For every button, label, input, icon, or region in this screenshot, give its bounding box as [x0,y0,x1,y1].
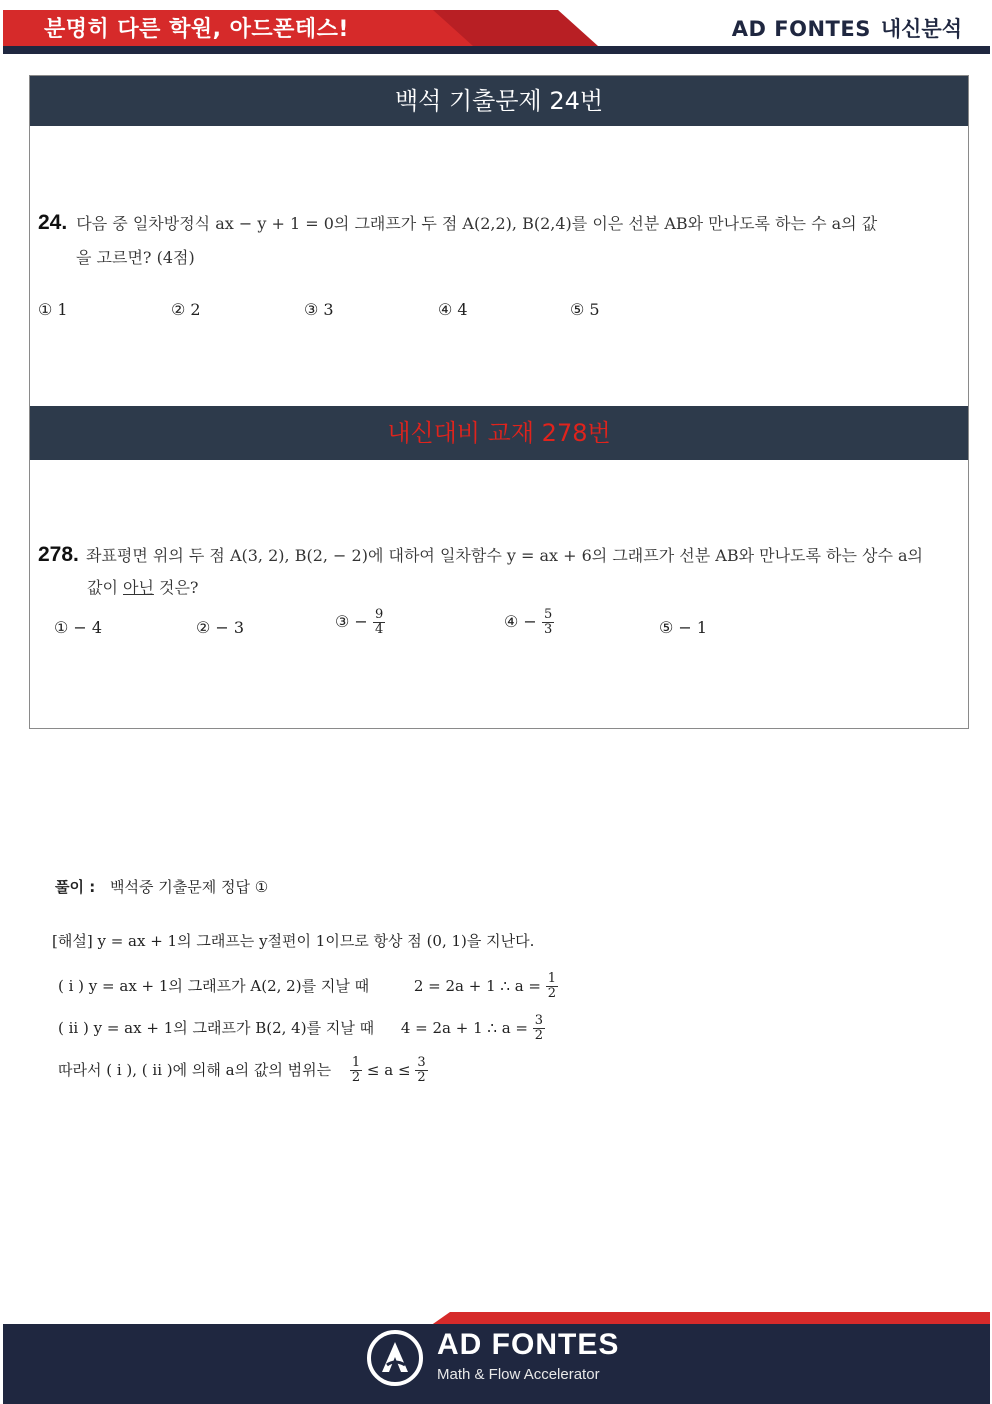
problem-box [29,75,969,729]
solution-conclusion: 따라서 ( i ), ( ii )에 의해 a의 값의 범위는 [58,1061,332,1079]
solution-case2-text: ( ii ) y = ax + 1의 그래프가 B(2, 4)를 지날 때 [58,1019,375,1037]
choice-item[interactable]: ② − 3 [196,618,245,637]
choice-item[interactable]: ⑤ − 1 [659,618,708,637]
choice-item[interactable] [335,608,385,637]
fraction-denominator: 2 [547,986,557,1001]
fraction-numerator: 1 [547,971,557,986]
problem-24-text-line1: 다음 중 일차방정식 ax − y + 1 = 0의 그래프가 두 점 A(2,2), B(2,4)를 이은 선분 AB와 만나도록 하는 수 a의 값 [76,214,878,233]
page-header [0,0,992,56]
problem-278-text-line2-pre: 값이 [87,578,123,597]
fraction [542,608,554,637]
problem-278-text-line1: 좌표평면 위의 두 점 A(3, 2), B(2, − 2)에 대하여 일차함수 y = ax + 6의 그래프가 선분 AB와 만나도록 하는 상수 a의 [85,546,924,565]
section2-title-bar [30,406,968,460]
problem-278-underlined-word: 아닌 [123,578,154,597]
fraction-numerator: 1 [351,1055,361,1070]
choice-sign: ④ − [504,612,537,631]
fraction-numerator: 5 [543,607,553,622]
fraction-numerator: 3 [417,1055,426,1070]
ad-fontes-logo-icon [365,1328,425,1388]
fraction-denominator: 3 [543,622,553,637]
header-navy-line [3,46,990,54]
problem-278-text-line2-post: 것은? [153,578,199,597]
section1-title: 백석 기출문제 24번 [394,87,604,115]
footer-brand: AD FONTES [437,1328,620,1361]
fraction-numerator: 3 [534,1013,544,1028]
choice-item[interactable]: ⑤ 5 [570,300,600,319]
solution-case1-text: ( i ) y = ax + 1의 그래프가 A(2, 2)를 지날 때 [58,977,370,995]
solution-inequality: ≤ a ≤ [366,1061,411,1079]
solution-case2-equation: 4 = 2a + 1 ∴ a = [400,1019,529,1037]
fraction [415,1056,427,1085]
choice-sign: ③ − [335,612,368,631]
problem-24-number: 24. [38,211,68,234]
section1-title-bar [30,76,968,126]
footer-tagline: Math & Flow Accelerator [437,1366,600,1383]
fraction-numerator: 9 [374,607,384,622]
solution-explanation: [해설] y = ax + 1의 그래프는 y절편이 1이므로 항상 점 (0, 1)을 지난다. [52,932,535,950]
fraction-denominator: 2 [351,1070,361,1085]
header-slogan: 분명히 다른 학원, 아드폰테스! [44,17,349,42]
fraction-denominator: 4 [374,622,384,637]
choice-item[interactable]: ② 2 [171,300,201,319]
solution-case1-equation: 2 = 2a + 1 ∴ a = [413,977,542,995]
header-brand-name: AD FONTES [731,17,871,41]
header-brand-suffix: 내신분석 [880,17,962,41]
solution-answer: 백석중 기출문제 정답 ① [109,878,269,896]
header-brand [732,13,962,43]
fraction [546,972,558,1001]
section2-title: 내신대비 교재 278번 [387,419,611,447]
problem-278-number: 278. [38,543,79,566]
choice-item[interactable]: ① − 4 [54,618,103,637]
choice-item[interactable]: ① 1 [38,300,68,319]
choice-item[interactable]: ③ 3 [304,300,334,319]
fraction-denominator: 2 [534,1028,544,1043]
problem-24-text-line2: 을 고르면? (4점) [76,248,195,267]
fraction-denominator: 2 [417,1070,426,1085]
choice-item[interactable]: ④ 4 [438,300,468,319]
fraction [373,608,385,637]
solution-label: 풀이 : [55,878,96,896]
choice-item[interactable] [504,608,554,637]
fraction [350,1056,362,1085]
page-footer [3,1312,990,1394]
fraction [533,1014,545,1043]
